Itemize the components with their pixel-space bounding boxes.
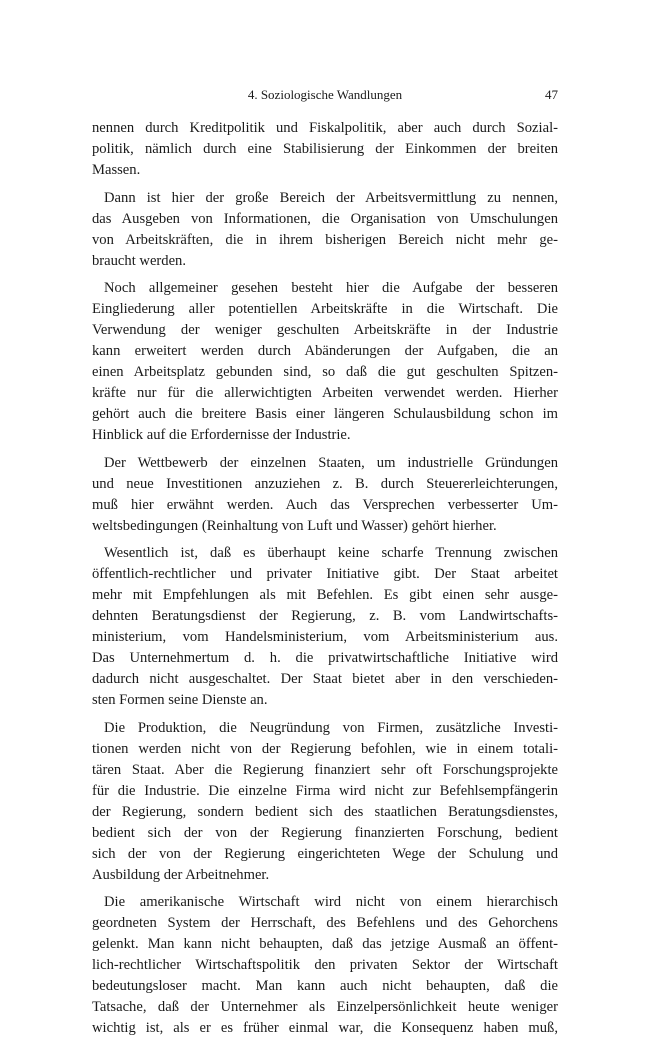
text-line: bedient sich der von der Regierung finanzierten Forschung, bedient [92, 824, 558, 841]
paragraph [92, 892, 558, 1039]
text-line: der Regierung, sondern bedient sich des staatlichen Beratungsdienstes, [92, 803, 558, 820]
text-line: dehnten Beratungsdienst der Regierung, z. B. vom Landwirtschafts- [92, 608, 558, 624]
text-line: das Ausgeben von Informationen, die Organisation von Umschulungen [92, 210, 558, 227]
text-line: nennen durch Kreditpolitik und Fiskalpolitik, aber auch durch Sozial- [92, 120, 558, 136]
text-line: braucht werden. [92, 252, 187, 269]
text-line: Ausbildung der Arbeitnehmer. [92, 866, 270, 883]
text-line: Dann ist hier der große Bereich der Arbeitsvermittlung zu nennen, [104, 189, 558, 206]
text-line: Noch allgemeiner gesehen besteht hier die Aufgabe der besseren [104, 280, 558, 296]
paragraph [92, 188, 558, 272]
body-text [92, 118, 558, 1046]
text-line: kräfte nur für die allerwichtigten Arbeiten verwendet werden. Hierher [92, 385, 558, 401]
text-line: ministerium, vom Handelsministerium, vom Arbeitsministerium aus. [92, 629, 558, 645]
text-line: geordneten System der Herrschaft, des Befehlens und des Gehorchens [92, 915, 558, 931]
text-line: und neue Investitionen anzuziehen z. B. durch Steuererleichterungen, [92, 475, 558, 492]
text-line: Wesentlich ist, daß es überhaupt keine scharfe Trennung zwischen [104, 545, 558, 561]
text-line: dadurch nicht ausgeschaltet. Der Staat bietet aber in den verschieden- [92, 671, 558, 687]
paragraph [92, 543, 558, 711]
text-line: Das Unternehmertum d. h. die privatwirtschaftliche Initiative wird [92, 650, 558, 666]
text-line: tionen werden nicht von der Regierung befohlen, wie in einem totali- [92, 740, 558, 757]
text-line: Die amerikanische Wirtschaft wird nicht von einem hierarchisch [104, 894, 558, 910]
text-line: Der Wettbewerb der einzelnen Staaten, um industrielle Gründungen [104, 454, 558, 471]
text-line: Massen. [92, 162, 141, 178]
text-line: gelenkt. Man kann nicht behaupten, daß das jetzige Ausmaß an öffent- [92, 936, 558, 952]
text-line: Hinblick auf die Erfordernisse der Industrie. [92, 427, 351, 443]
page-header [92, 86, 558, 104]
text-line: einen Arbeitsplatz gebunden sind, so daß die gut geschulten Spitzen- [92, 364, 558, 380]
text-line: wichtig ist, als er es früher einmal war, die Konsequenz haben muß, [92, 1020, 558, 1036]
text-line: Die Produktion, die Neugründung von Firmen, zusätzliche Investi- [104, 719, 558, 736]
text-line: bedeutungsloser macht. Man kann auch nicht behaupten, daß die [92, 978, 558, 994]
paragraph [92, 118, 558, 181]
text-line: Eingliederung aller potentiellen Arbeitskräfte in die Wirtschaft. Die [92, 301, 558, 317]
running-head: 4. Soziologische Wandlungen [247, 87, 403, 102]
text-line: sten Formen seine Dienste an. [92, 692, 268, 708]
text-line: weltsbedingungen (Reinhaltung von Luft und Wasser) gehört hierher. [92, 517, 497, 534]
text-line: öffentlich-rechtlicher und privater Initiative gibt. Der Staat arbeitet [92, 566, 558, 582]
text-line: lich-rechtlicher Wirtschaftspolitik den privaten Sektor der Wirtschaft [92, 957, 558, 973]
text-line: gehört auch die breitere Basis einer längeren Schulausbildung schon im [92, 406, 558, 422]
page-number: 47 [545, 87, 558, 102]
text-line: sich der von der Regierung eingerichteten Wege der Schulung und [92, 845, 558, 862]
text-line: mehr mit Empfehlungen als mit Befehlen. Es gibt einen sehr ausge- [92, 587, 558, 603]
paragraph [92, 718, 558, 886]
text-line: von Arbeitskräften, die in ihrem bisherigen Bereich nicht mehr ge- [92, 231, 558, 248]
text-line: Tatsache, daß der Unternehmer als Einzelpersönlichkeit heute weniger [92, 999, 558, 1015]
text-line: tären Staat. Aber die Regierung finanziert sehr oft Forschungsprojekte [92, 761, 558, 778]
text-line: kann erweitert werden durch Abänderungen der Aufgaben, die an [92, 343, 558, 359]
paragraph [92, 453, 558, 537]
text-line: für die Industrie. Die einzelne Firma wird nicht zur Befehlsempfängerin [92, 782, 558, 799]
text-line: politik, nämlich durch eine Stabilisierung der Einkommen der breiten [92, 141, 558, 157]
text-line: muß hier erwähnt werden. Auch das Versprechen verbesserter Um- [92, 496, 558, 513]
paragraph [92, 278, 558, 446]
text-line: Verwendung der weniger geschulten Arbeitskräfte in der Industrie [92, 322, 558, 338]
